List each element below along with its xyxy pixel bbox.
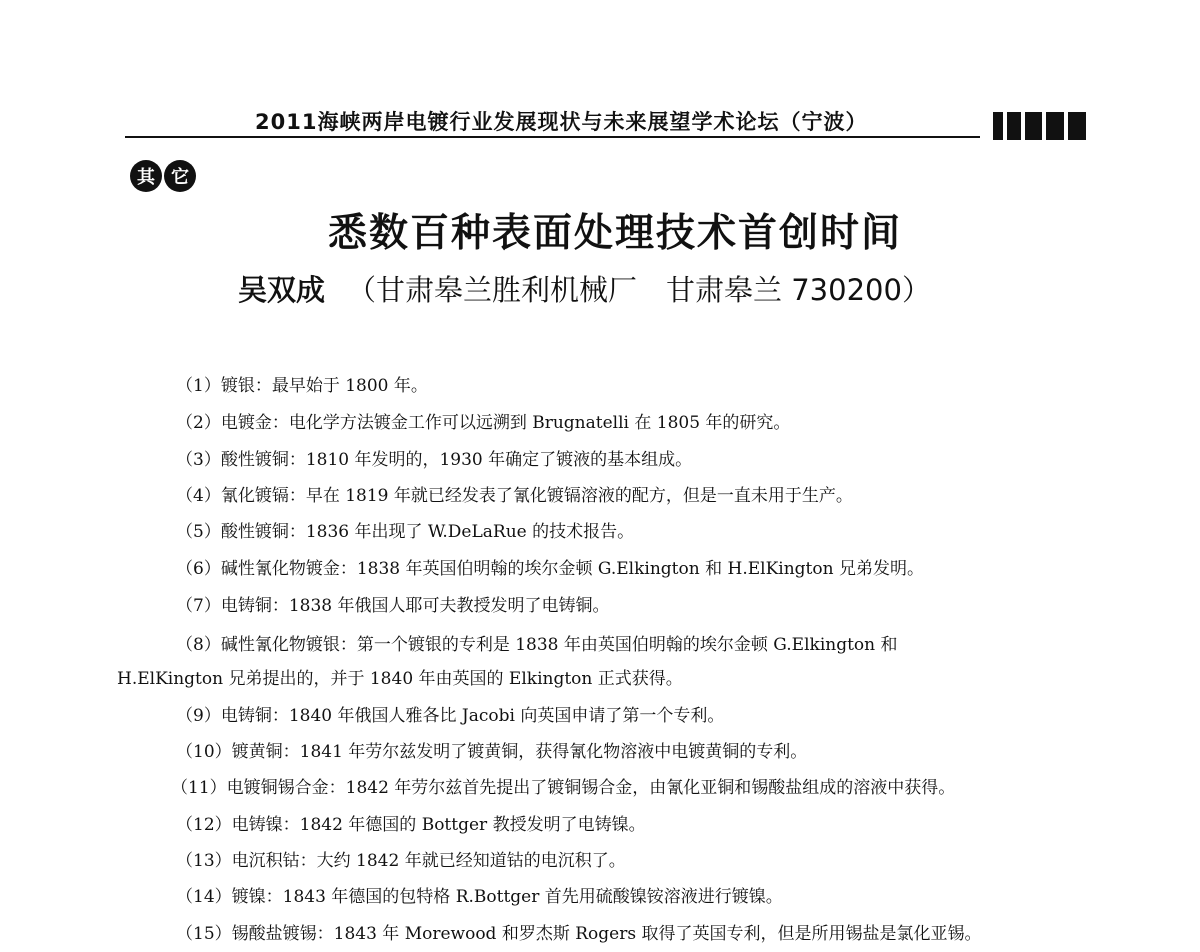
list-item: （2）电镀金：电化学方法镀金工作可以远溯到 Brugnatelli 在 1805 年的研究。 (176, 413, 791, 433)
article-title: 悉数百种表面处理技术首创时间 (327, 211, 902, 256)
section-badge-char: 其 (130, 160, 162, 192)
list-item: （8）碱性氰化物镀银：第一个镀银的专利是 1838 年由英国伯明翰的埃尔金顿 G.Elkington 和 (176, 635, 898, 655)
decoration-block (1046, 112, 1064, 140)
header-title: 2011海峡两岸电镀行业发展现状与未来展望学术论坛（宁波） (255, 110, 868, 134)
header-decoration-blocks (993, 112, 1086, 140)
list-item: （5）酸性镀铜：1836 年出现了 W.DeLaRue 的技术报告。 (176, 522, 635, 542)
decoration-block (993, 112, 1003, 140)
author-name: 吴双成 (238, 273, 326, 307)
decoration-block (1025, 112, 1042, 140)
section-badge (130, 160, 196, 192)
list-item: （13）电沉积钴：大约 1842 年就已经知道钴的电沉积了。 (176, 851, 626, 871)
list-item: （12）电铸镍：1842 年德国的 Bottger 教授发明了电铸镍。 (176, 815, 646, 835)
author-affiliation: （甘肃皋兰胜利机械厂 甘肃皋兰 730200） (347, 273, 931, 307)
list-item: （10）镀黄铜：1841 年劳尔兹发明了镀黄铜，获得氰化物溶液中电镀黄铜的专利。 (176, 742, 808, 762)
list-item: （4）氰化镀镉：早在 1819 年就已经发表了氰化镀镉溶液的配方，但是一直未用于生产。 (176, 486, 853, 506)
section-badge-char: 它 (164, 160, 196, 192)
list-item: （3）酸性镀铜：1810 年发明的，1930 年确定了镀液的基本组成。 (176, 450, 693, 470)
list-item: （14）镀镍：1843 年德国的包特格 R.Bottger 首先用硫酸镍铵溶液进行镀镍。 (176, 887, 783, 907)
list-item-continuation: H.ElKington 兄弟提出的，并于 1840 年由英国的 Elkington 正式获得。 (117, 669, 683, 689)
decoration-block (1068, 112, 1086, 140)
list-item: （15）锡酸盐镀锡：1843 年 Morewood 和罗杰斯 Rogers 取得了英国专利，但是所用锡盐是氯化亚锡。 (176, 924, 982, 944)
list-item: （9）电铸铜：1840 年俄国人雅各比 Jacobi 向英国申请了第一个专利。 (176, 706, 725, 726)
list-item: （11）电镀铜锡合金：1842 年劳尔兹首先提出了镀铜锡合金，由氰化亚铜和锡酸盐组成的溶液中获得。 (171, 778, 956, 798)
byline (238, 268, 931, 309)
list-item: （6）碱性氰化物镀金：1838 年英国伯明翰的埃尔金顿 G.Elkington 和 H.ElKington 兄弟发明。 (176, 559, 924, 579)
list-item: （1）镀银：最早始于 1800 年。 (176, 376, 428, 396)
decoration-block (1007, 112, 1021, 140)
list-item: （7）电铸铜：1838 年俄国人耶可夫教授发明了电铸铜。 (176, 596, 610, 616)
header-rule (125, 136, 980, 138)
